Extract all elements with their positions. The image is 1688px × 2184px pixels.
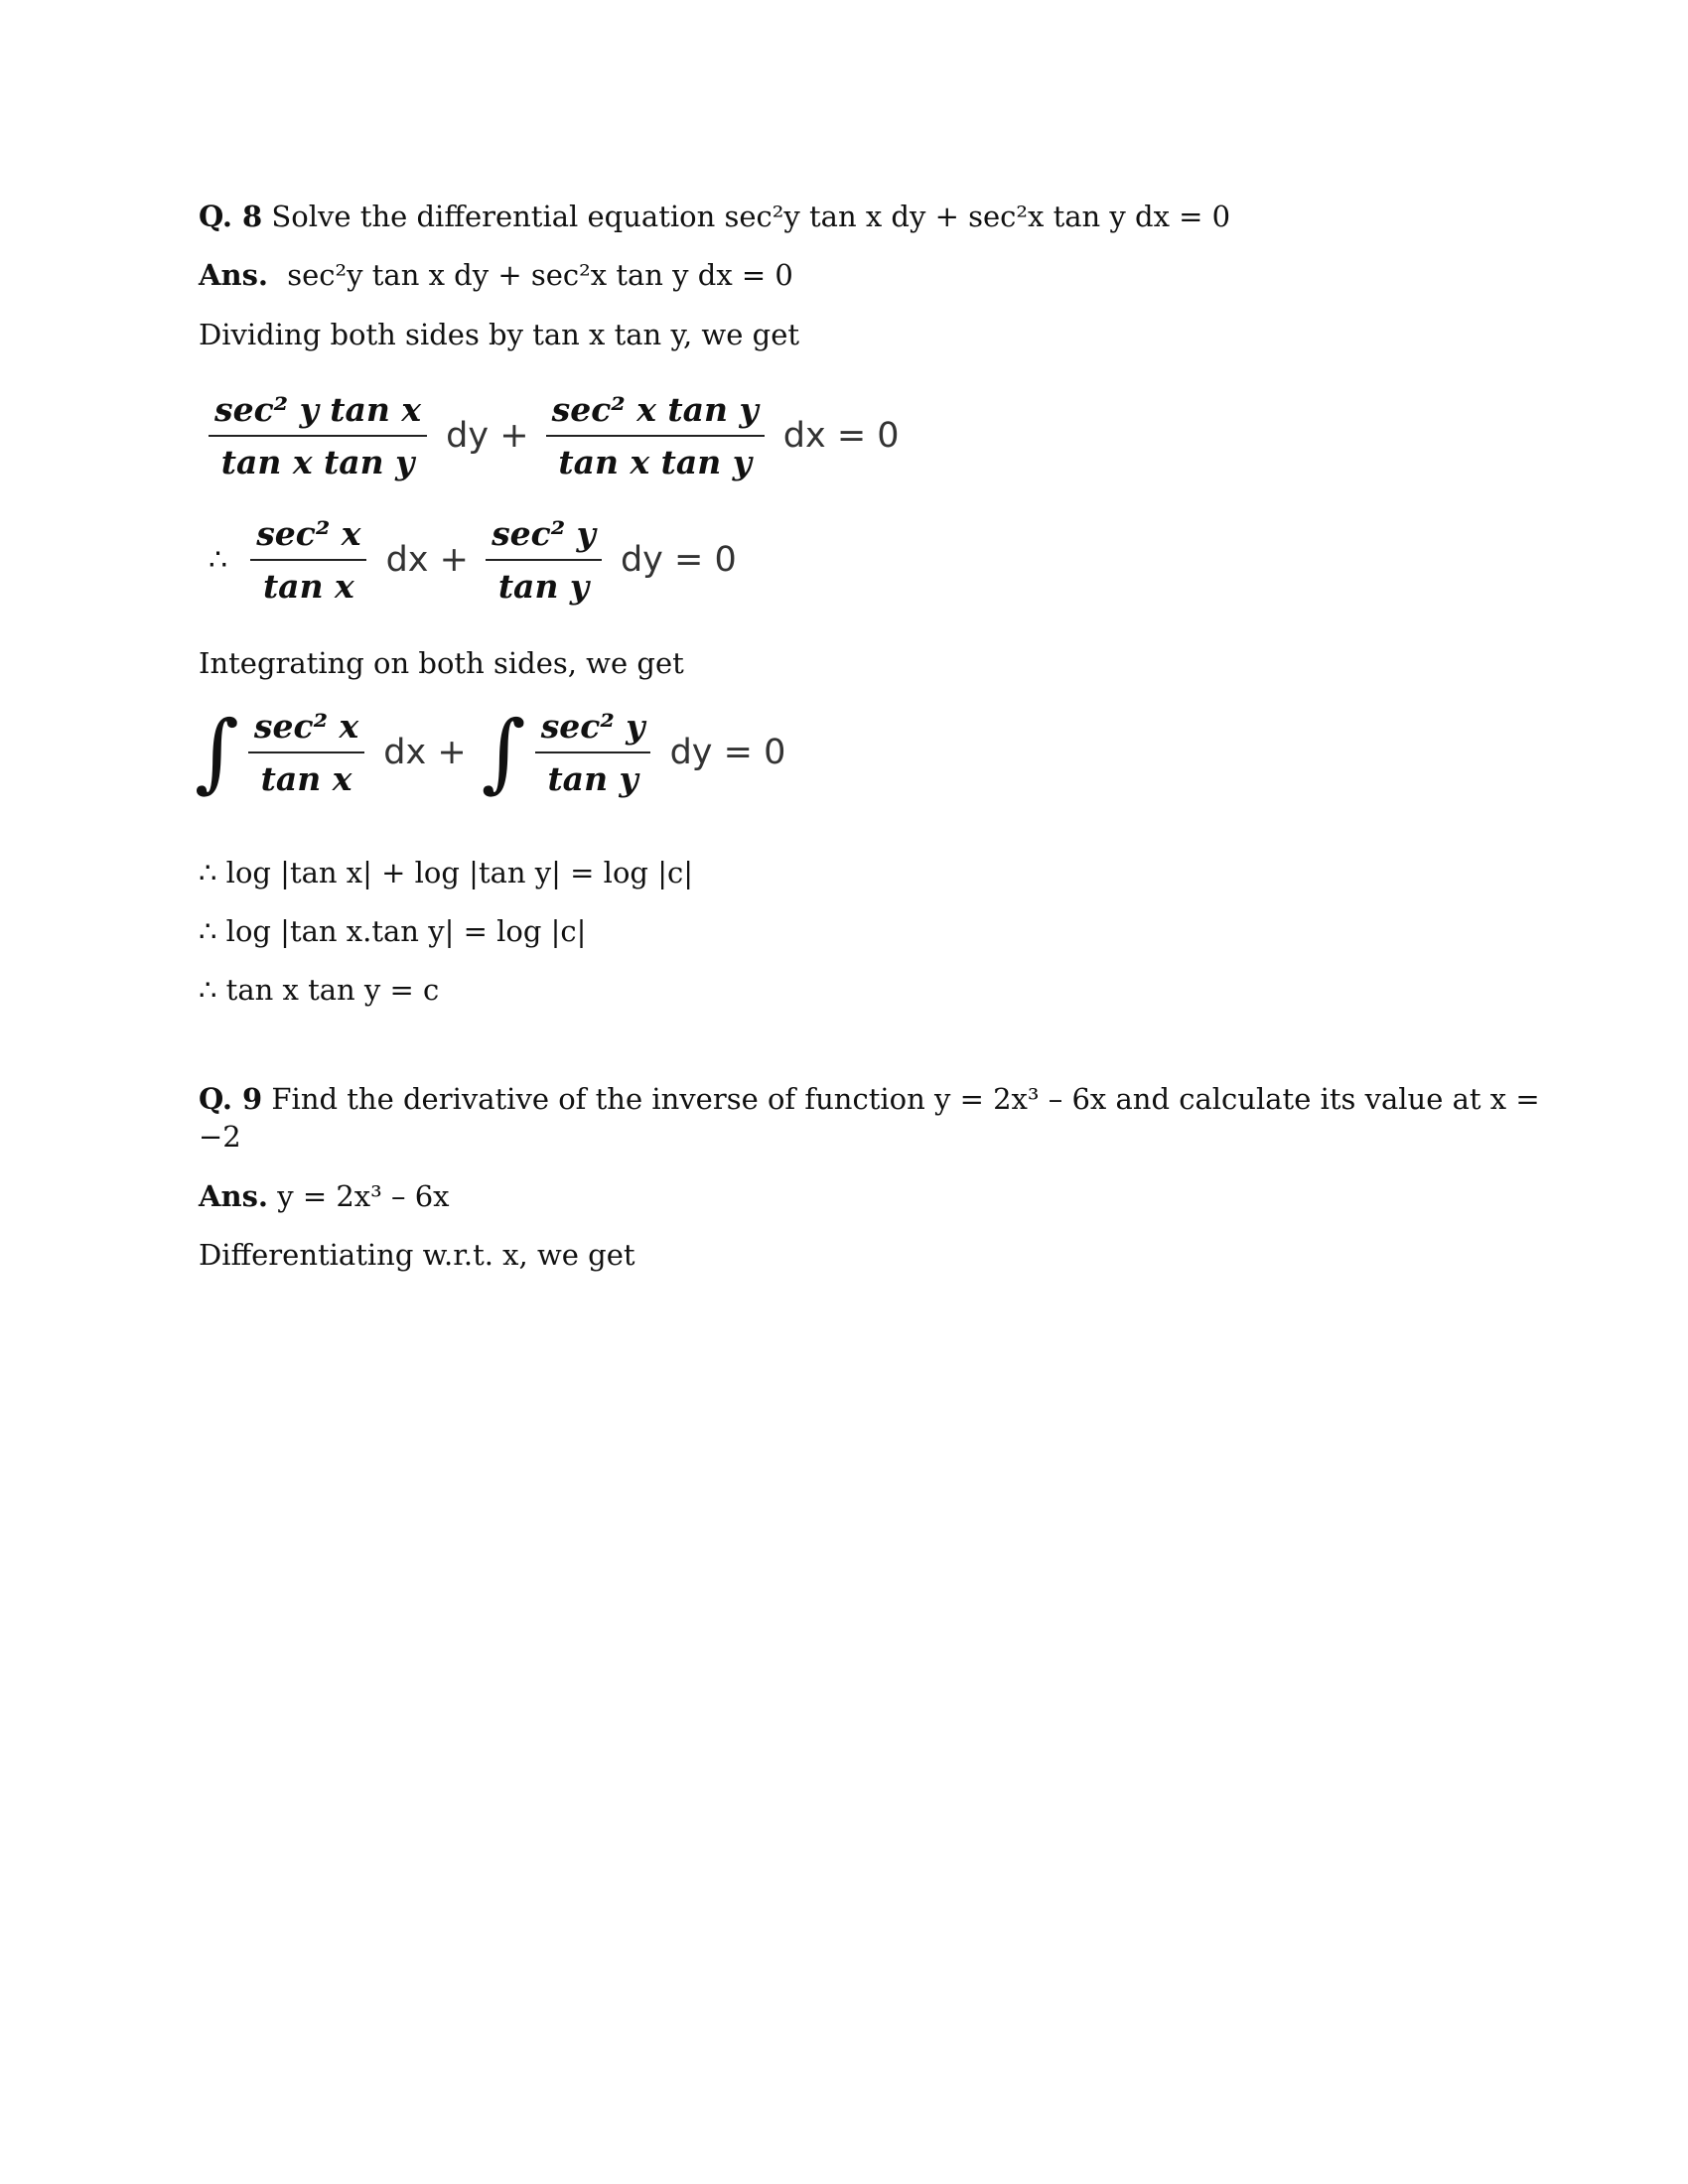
differential-term: dy = 0 bbox=[669, 733, 786, 772]
fraction-numerator: sec² y tan x bbox=[209, 390, 427, 437]
fraction-denominator: tan x bbox=[260, 759, 352, 798]
fraction-numerator: sec² y bbox=[486, 514, 602, 561]
q9-answer-line bbox=[199, 1178, 450, 1214]
fraction-denominator: tan y bbox=[497, 567, 590, 606]
q8-answer-line bbox=[199, 257, 793, 293]
q8-ans-text: sec²y tan x dy + sec²x tan y dx = 0 bbox=[287, 258, 793, 292]
fraction-2 bbox=[486, 514, 602, 606]
q8-step1: Dividing both sides by tan x tan y, we get bbox=[199, 318, 800, 351]
equation-separated bbox=[209, 514, 737, 606]
q8-result-line-3: ∴ tan x tan y = c bbox=[199, 973, 440, 1007]
q8-result-line-2: ∴ log |tan x.tan y| = log |c| bbox=[199, 914, 587, 948]
equation-divided bbox=[209, 390, 900, 481]
fraction-denominator: tan x tan y bbox=[220, 443, 415, 481]
q8-step2: Integrating on both sides, we get bbox=[199, 646, 684, 680]
differential-term: dy = 0 bbox=[620, 540, 737, 580]
q9-question-line-1 bbox=[199, 1081, 1540, 1117]
q8-ans-label: Ans. bbox=[199, 258, 269, 292]
q8-question-line bbox=[199, 199, 1230, 234]
fraction-numerator: sec² y bbox=[535, 707, 651, 753]
q9-ans-text: y = 2x³ – 6x bbox=[277, 1179, 450, 1213]
q9-step1: Differentiating w.r.t. x, we get bbox=[199, 1238, 635, 1272]
differential-term: dx + bbox=[383, 733, 467, 772]
fraction-1 bbox=[248, 707, 364, 798]
fraction-denominator: tan y bbox=[547, 759, 638, 798]
fraction-numerator: sec² x bbox=[248, 707, 364, 753]
q8-result-line-1: ∴ log |tan x| + log |tan y| = log |c| bbox=[199, 856, 693, 889]
differential-term: dx = 0 bbox=[782, 416, 900, 456]
therefore-symbol: ∴ bbox=[209, 542, 228, 578]
fraction-denominator: tan x tan y bbox=[558, 443, 752, 481]
fraction-2 bbox=[535, 707, 651, 798]
integral-sign: ∫ bbox=[481, 703, 526, 802]
fraction-1 bbox=[250, 514, 366, 606]
differential-term: dx + bbox=[385, 540, 469, 580]
equation-integrated bbox=[195, 703, 786, 802]
fraction-1 bbox=[209, 390, 427, 481]
fraction-numerator: sec² x bbox=[250, 514, 366, 561]
fraction-2 bbox=[546, 390, 765, 481]
q9-question-text: Find the derivative of the inverse of function y = 2x³ – 6x and calculate its value at x = bbox=[271, 1082, 1540, 1116]
q9-label: Q. 9 bbox=[199, 1082, 263, 1116]
differential-term: dy + bbox=[446, 416, 529, 456]
integral-sign: ∫ bbox=[195, 703, 239, 802]
q8-label: Q. 8 bbox=[199, 200, 263, 233]
fraction-denominator: tan x bbox=[262, 567, 354, 606]
fraction-numerator: sec² x tan y bbox=[546, 390, 765, 437]
q8-question-text: Solve the differential equation sec²y tan x dy + sec²x tan y dx = 0 bbox=[271, 200, 1231, 233]
q9-question-line-2: −2 bbox=[199, 1120, 241, 1154]
q9-ans-label: Ans. bbox=[199, 1179, 269, 1213]
